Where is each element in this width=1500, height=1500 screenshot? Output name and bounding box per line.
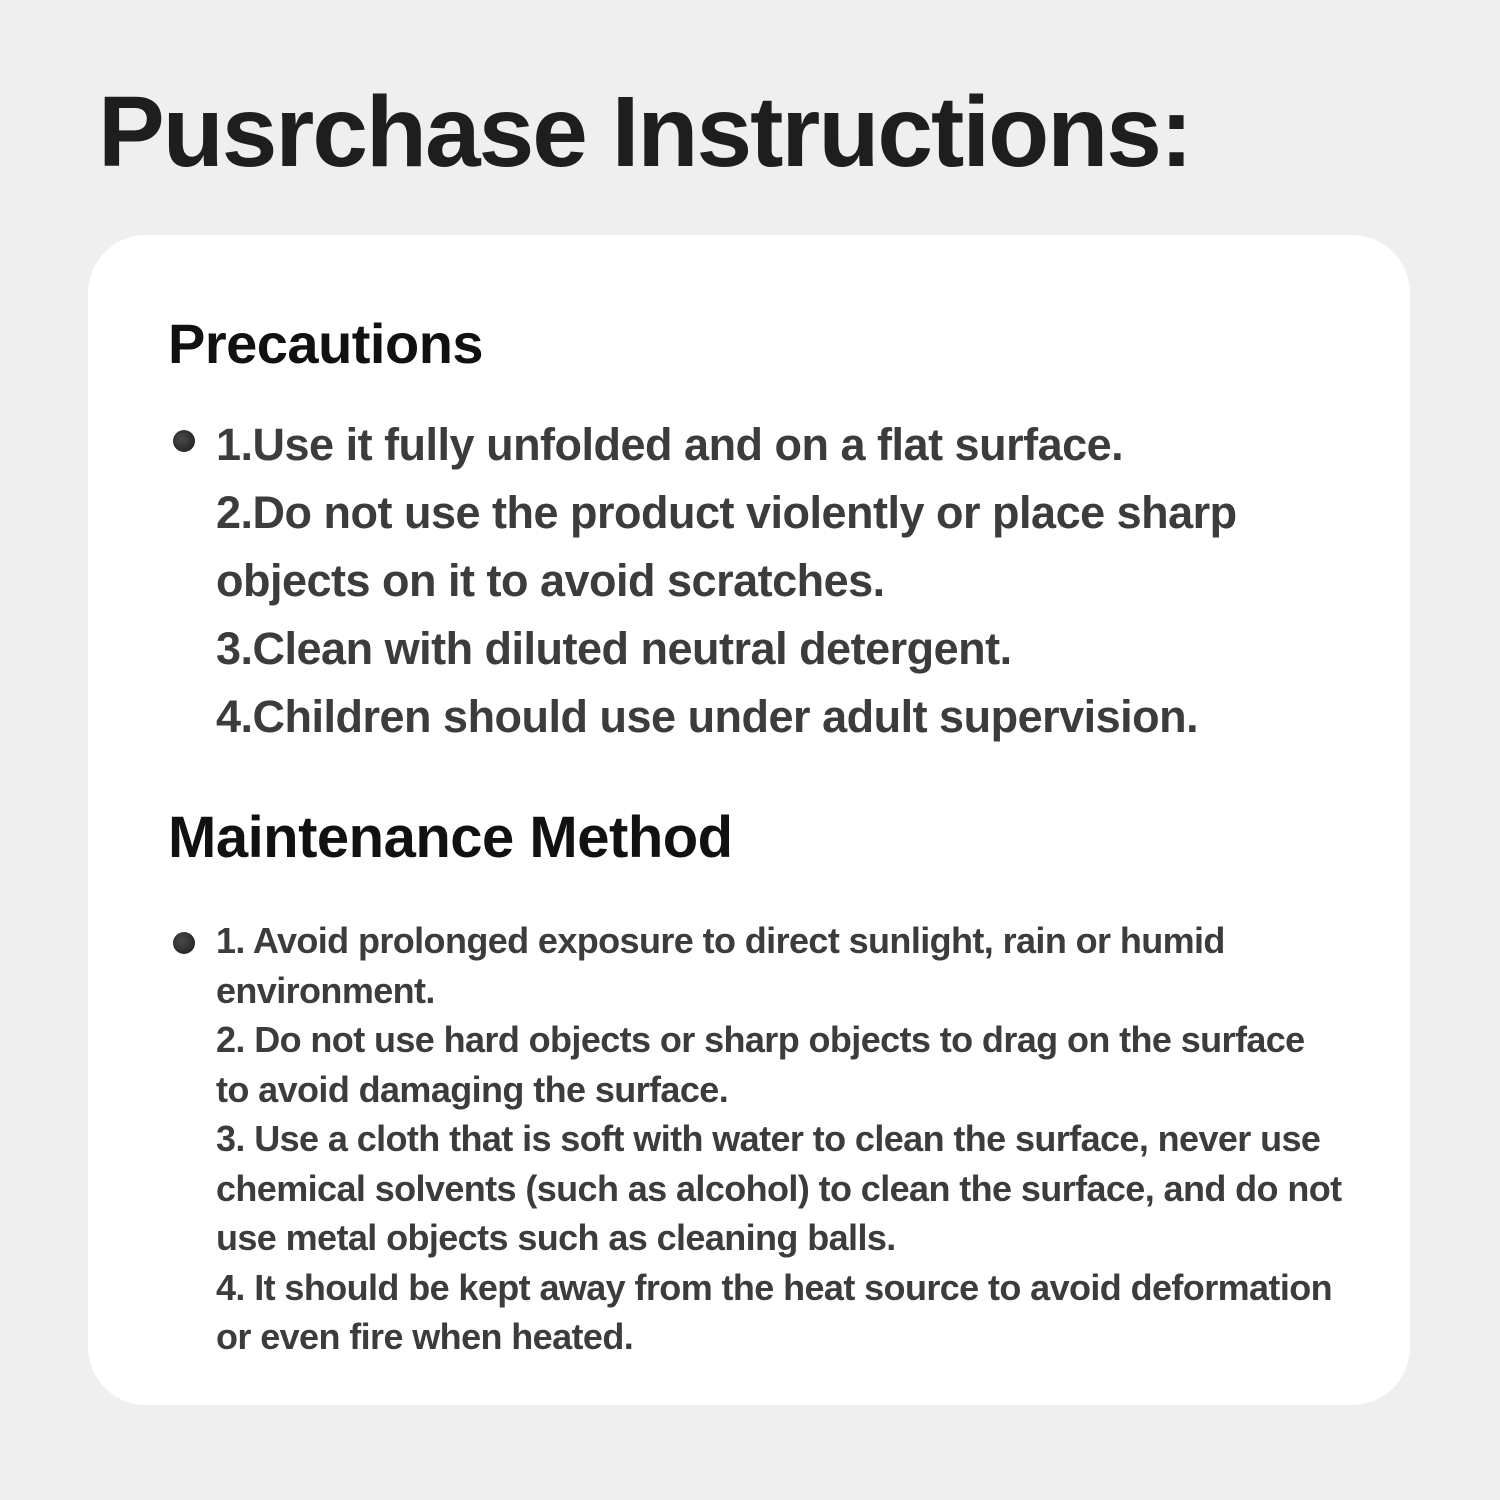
instructions-card [88, 235, 1410, 1405]
precaution-item-4: 4.Children should use under adult supervision. [216, 691, 1199, 742]
maintenance-item-3: 3. Use a cloth that is soft with water to clean the surface, never use chemical solvents (such as alcohol) to clean the surface, and do not use metal objects such as cleaning balls. [216, 1118, 1342, 1258]
page-title: Pusrchase Instructions: [98, 76, 1192, 188]
precaution-item-3: 3.Clean with diluted neutral detergent. [216, 623, 1012, 674]
precaution-item-1: 1.Use it fully unfolded and on a flat surface. [216, 419, 1124, 470]
precautions-heading: Precautions [168, 312, 484, 375]
maintenance-heading: Maintenance Method [168, 805, 733, 870]
bullet-dot-icon [173, 932, 195, 954]
bullet-dot-icon [173, 430, 195, 452]
maintenance-list [216, 916, 1346, 1362]
precautions-list [216, 411, 1336, 751]
maintenance-item-1: 1. Avoid prolonged exposure to direct sunlight, rain or humid environment. [216, 920, 1225, 1011]
maintenance-item-2: 2. Do not use hard objects or sharp objects to drag on the surface to avoid damaging the surface. [216, 1019, 1305, 1110]
precaution-item-2: 2.Do not use the product violently or place sharp objects on it to avoid scratches. [216, 487, 1237, 606]
maintenance-item-4: 4. It should be kept away from the heat source to avoid deformation or even fire when heated. [216, 1266, 1333, 1357]
